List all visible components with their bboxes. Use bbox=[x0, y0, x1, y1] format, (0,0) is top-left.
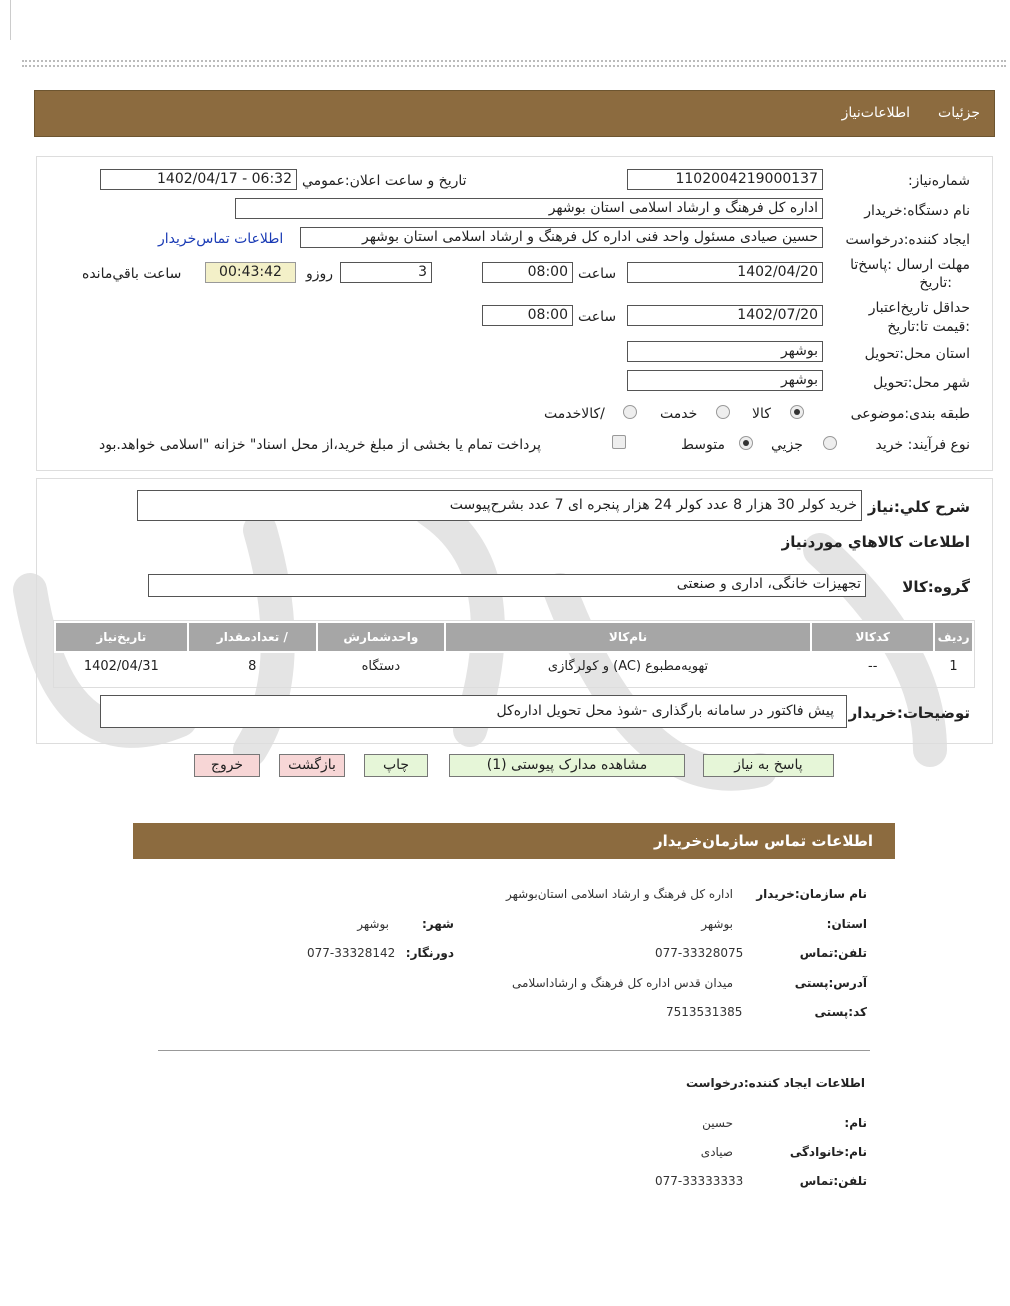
treasury-payment-note: پرداخت تمام یا بخشی از مبلغ خرید،از محل اسناد" خزانه "اسلامی خواهد.بود bbox=[99, 437, 542, 453]
creator-info-title: اطلاعات ایجاد کننده:درخواست bbox=[685, 1076, 865, 1090]
col-date: تاریخ‌نیاز bbox=[55, 622, 188, 652]
category-service-radio[interactable] bbox=[716, 405, 730, 419]
goods-table-wrap bbox=[53, 620, 975, 688]
contact-city-label: شهر: bbox=[422, 917, 454, 931]
process-partial-radio[interactable] bbox=[823, 436, 837, 450]
days-label: روزو bbox=[306, 266, 334, 282]
cell-qty: 8 bbox=[248, 659, 257, 674]
province-field: بوشهر bbox=[627, 341, 823, 362]
table-row bbox=[55, 652, 973, 680]
goods-info-title: اطلاعات کالاهاي موردنیاز bbox=[781, 533, 970, 551]
category-goods-radio[interactable] bbox=[790, 405, 804, 419]
buyer-contact-header bbox=[133, 823, 895, 859]
creator-phone-label: تلفن:تماس bbox=[799, 1174, 867, 1188]
contact-address-label: آدرس:پستی bbox=[794, 976, 867, 990]
dotted-divider bbox=[22, 60, 1006, 62]
view-documents-button[interactable]: مشاهده مدارک پیوستی (1) bbox=[449, 754, 685, 777]
tab-details[interactable]: جزئیات bbox=[938, 105, 980, 121]
buyer-contact-title: اطلاعات تماس سازمان‌خریدار bbox=[653, 832, 873, 850]
category-label: طبقه بندی:موضوعی bbox=[850, 406, 970, 422]
contact-province-value: بوشهر bbox=[701, 917, 733, 931]
category-goods-service-label: /کالاخدمت bbox=[544, 406, 605, 422]
creator-field: حسین صیادی مسئول واحد فنی اداره کل فرهنگ و ارشاد اسلامی استان بوشهر bbox=[300, 227, 823, 248]
process-medium-radio[interactable] bbox=[739, 436, 753, 450]
contact-divider bbox=[158, 1050, 870, 1051]
contact-address-value: میدان قدس اداره کل فرهنگ و ارشاداسلامی bbox=[512, 976, 733, 990]
remaining-label: ساعت باقي‌مانده bbox=[82, 266, 182, 282]
validity-label-2: :قیمت تا:تاریخ bbox=[887, 319, 970, 335]
contact-phone-value: 077-33328075 bbox=[655, 946, 744, 960]
col-name: نام‌کالا bbox=[445, 622, 812, 652]
province-label: استان محل:تحویل bbox=[864, 346, 970, 362]
cell-row: 1 bbox=[949, 659, 958, 674]
announce-datetime-field: 1402/04/17 - 06:32 bbox=[100, 169, 297, 190]
contact-fax-value: 077-33328142 bbox=[307, 946, 396, 960]
tab-need-info[interactable]: اطلاعات‌نیاز bbox=[841, 105, 910, 121]
creator-name-label: نام: bbox=[844, 1116, 867, 1130]
top-left-rule bbox=[10, 0, 11, 40]
days-field: 3 bbox=[340, 262, 432, 283]
category-goods-service-radio[interactable] bbox=[623, 405, 637, 419]
dotted-divider bbox=[22, 65, 1006, 67]
goods-group-field: تجهیزات خانگی، اداری و صنعتی bbox=[148, 574, 866, 597]
col-row: ردیف bbox=[934, 622, 973, 652]
org-name-label: نام سازمان:خریدار bbox=[756, 887, 867, 901]
creator-name-value: حسین bbox=[702, 1116, 733, 1130]
buyer-contact-link[interactable]: اطلاعات تماس‌خریدار bbox=[158, 231, 284, 247]
creator-family-label: نام:خانوادگی bbox=[789, 1145, 867, 1159]
back-button[interactable]: بازگشت bbox=[279, 754, 345, 777]
treasury-payment-checkbox[interactable] bbox=[612, 435, 626, 449]
reply-button[interactable]: پاسخ به نیاز bbox=[703, 754, 834, 777]
org-name-value: اداره کل فرهنگ و ارشاد اسلامی استان‌بوشهر bbox=[505, 887, 733, 901]
need-number-label: شماره‌نیاز: bbox=[907, 173, 970, 189]
need-number-field: 1102004219000137 bbox=[627, 169, 823, 190]
col-unit: واحدشمارش bbox=[317, 622, 445, 652]
city-field: بوشهر bbox=[627, 370, 823, 391]
contact-postal-value: 7513531385 bbox=[666, 1005, 743, 1019]
creator-phone-value: 077-33333333 bbox=[655, 1174, 744, 1188]
category-service-label: خدمت bbox=[660, 406, 698, 422]
device-name-field: اداره کل فرهنگ و ارشاد اسلامی استان بوشهر bbox=[235, 198, 823, 219]
goods-table-header bbox=[55, 622, 973, 652]
validity-time-field: 08:00 bbox=[482, 305, 573, 326]
buyer-notes-label: توضیحات:خریدار bbox=[848, 704, 970, 722]
deadline-time-field: 08:00 bbox=[482, 262, 573, 283]
device-label: نام دستگاه:خریدار bbox=[864, 203, 970, 219]
deadline-date-field: 1402/04/20 bbox=[627, 262, 823, 283]
cell-date: 1402/04/31 bbox=[83, 659, 159, 674]
creator-label: ایجاد کننده:درخواست bbox=[845, 232, 970, 248]
print-button[interactable]: چاپ bbox=[364, 754, 428, 777]
description-label: شرح کلي:نیاز bbox=[867, 498, 970, 516]
description-field: خرید کولر 30 هزار 8 عدد کولر 24 هزار پنجره ای 7 عدد بشرح‌پیوست bbox=[137, 490, 862, 521]
deadline-label: مهلت ارسال :پاسخ‌تا bbox=[850, 257, 970, 273]
validity-time-label: ساعت bbox=[578, 309, 617, 325]
page-header bbox=[34, 90, 995, 137]
contact-city-value: بوشهر bbox=[357, 917, 389, 931]
validity-label: حداقل تاریخ‌اعتبار bbox=[868, 300, 970, 316]
cell-unit: دستگاه bbox=[361, 659, 401, 674]
col-qty: / تعدادمقدار bbox=[188, 622, 317, 652]
cell-code: -- bbox=[868, 659, 878, 674]
exit-button[interactable]: خروج bbox=[194, 754, 260, 777]
goods-group-label: گروه:کالا bbox=[902, 578, 970, 596]
contact-phone-label: تلفن:تماس bbox=[799, 946, 867, 960]
contact-province-label: استان: bbox=[826, 917, 867, 931]
process-label: نوع فرآیند: خرید bbox=[875, 437, 970, 453]
goods-table bbox=[54, 621, 974, 680]
category-goods-label: کالا bbox=[752, 406, 771, 422]
remaining-timer: 00:43:42 bbox=[205, 262, 296, 283]
deadline-label-2: :تاریخ bbox=[919, 275, 952, 291]
process-partial-label: جزیي bbox=[771, 437, 803, 453]
city-label: شهر محل:تحویل bbox=[873, 375, 970, 391]
announce-label: تاریخ و ساعت اعلان:عمومي bbox=[302, 173, 467, 189]
cell-name: تهویه‌مطبوع (AC) و کولرگازی bbox=[547, 659, 709, 674]
col-code: کدکالا bbox=[811, 622, 934, 652]
contact-postal-label: کد:پستی bbox=[814, 1005, 867, 1019]
buyer-notes-field: پیش فاکتور در سامانه بارگذاری -شوذ محل تحویل اداره‌کل bbox=[100, 695, 847, 728]
contact-fax-label: دورنگار: bbox=[405, 946, 454, 960]
deadline-time-label: ساعت bbox=[578, 266, 617, 282]
validity-date-field: 1402/07/20 bbox=[627, 305, 823, 326]
process-medium-label: متوسط bbox=[681, 437, 725, 453]
creator-family-value: صیادی bbox=[700, 1145, 733, 1159]
